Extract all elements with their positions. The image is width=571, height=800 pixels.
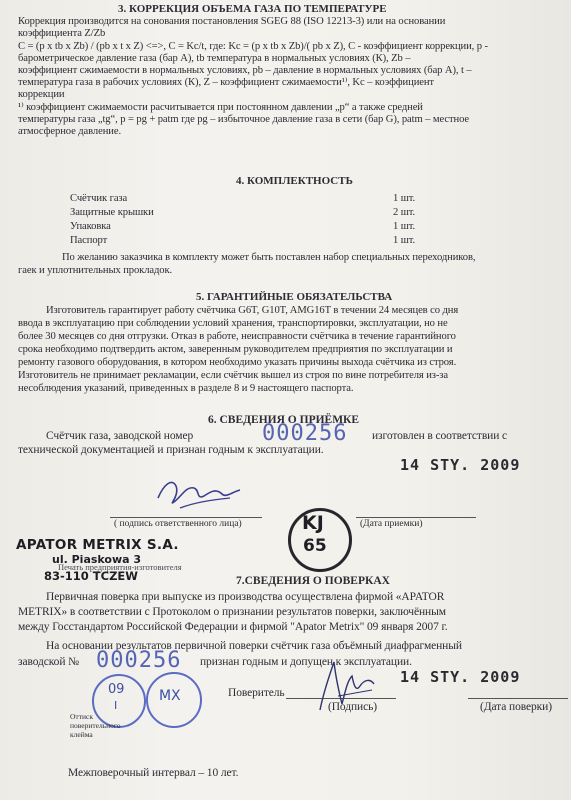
section3-line: барометрическое давление газа (бар А), tb температура в нормальных условиях (К), Zb – xyxy=(18,53,411,64)
stamp-mx-text: MX xyxy=(159,688,181,704)
serial-number-handwritten: 000256 xyxy=(96,648,182,673)
warranty-line: Изготовитель не принимает рекламации, если счётчик вышел из строя по вине потребителя из-за xyxy=(18,370,448,381)
section3-line: коэффициент сжимаемости в нормальных условиях, pb – давление в нормальных условиях (бар А), t – xyxy=(18,65,472,76)
kit-item-qty: 2 шт. xyxy=(393,207,416,218)
kit-item-name: Защитные крышки xyxy=(70,207,154,218)
signature-line xyxy=(110,517,262,518)
serial-number-handwritten: 000256 xyxy=(262,421,348,446)
verification-line: между Госстандартом Российской Федерации и фирмой "Apator Metrix" 09 января 2007 г. xyxy=(18,621,448,633)
verification-date-stamp: 14 STY. 2009 xyxy=(400,668,521,686)
verification-line: METRIX» в соответствии с Протоколом о признании результатов поверки, заключённым xyxy=(18,606,446,618)
section3-line: температуры газа „tg“, p = pg + patm где pg – избыточное давление газа в сети (бар G), patm – местное xyxy=(18,114,470,125)
warranty-line: ввода в эксплуатацию при соблюдении условий хранения, транспортировки, эксплуатации, но не xyxy=(18,318,448,329)
kit-item-qty: 1 шт. xyxy=(393,221,416,232)
kit-item-name: Паспорт xyxy=(70,235,108,246)
section3-line: коэффициента Z/Zb xyxy=(18,28,106,39)
section3-heading: 3. КОРРЕКЦИЯ ОБЪЕМА ГАЗА ПО ТЕМПЕРАТУРЕ xyxy=(118,3,387,15)
kit-item-name: Счётчик газа xyxy=(70,193,128,204)
manufacturer-stamp-line2: ul. Piaskowa 3 xyxy=(52,553,142,566)
date-caption: (Дата поверки) xyxy=(480,701,552,713)
imprint-caption: Оттиск поверительного клейма xyxy=(70,712,121,739)
section3-line: C = (p x tb x Zb) / (pb x t x Z) <=>, C = Kc/t, где: Kc = (p x tb x Zb)/( pb x Z), C - коэффициент коррекции, p - xyxy=(18,41,488,52)
kit-note-line: По желанию заказчика в комплекту может быть поставлен набор специальных переходников, xyxy=(62,252,476,263)
manufacturer-stamp-line1: APATOR METRIX S.A. xyxy=(16,537,179,553)
acceptance-text: Счётчик газа, заводской номер xyxy=(46,430,194,442)
acceptance-text: технической документацией и признан годным к эксплуатации. xyxy=(18,444,324,456)
section4-heading: 4. КОМПЛЕКТНОСТЬ xyxy=(236,175,353,187)
date-caption: (Дата приемки) xyxy=(360,519,423,529)
kit-item-qty: 1 шт. xyxy=(393,193,416,204)
section5-heading: 5. ГАРАНТИЙНЫЕ ОБЯЗАТЕЛЬСТВА xyxy=(196,291,393,303)
warranty-line: срока необходимо подтвердить актом, заверенным руководителем предприятия по эксплуатации и xyxy=(18,344,453,355)
kit-note-line: гаек и уплотнительных прокладок. xyxy=(18,265,173,276)
kj-stamp-top: KJ xyxy=(302,512,324,534)
sign-caption: (Подпись) xyxy=(328,701,377,713)
section3-line: коррекции xyxy=(18,89,65,100)
section3-line: Коррекция производится на сонования постановления SGEG 88 (ISO 12213-3) или на основании xyxy=(18,16,446,27)
acceptance-signature xyxy=(150,462,250,522)
verification-line: заводской № xyxy=(18,656,80,668)
verification-interval: Межповерочный интервал – 10 лет. xyxy=(68,767,239,779)
warranty-line: Изготовитель гарантирует работу счётчика G6T, G10T, AMG16T в течении 24 месяцев со дня xyxy=(46,305,459,316)
verification-line: На основании результатов первичной поверки счётчик газа объёмный диафрагменный xyxy=(46,640,462,652)
section6-heading: 6. СВЕДЕНИЯ О ПРИЁМКЕ xyxy=(208,414,360,426)
stamp-caption: Печать предприятия-изготовителя xyxy=(58,562,182,572)
kit-item-name: Упаковка xyxy=(70,221,111,232)
kit-item-qty: 1 шт. xyxy=(393,235,416,246)
warranty-line: несоблюдения указаний, приведенных в разделе 8 и 9 настоящего паспорта. xyxy=(18,383,354,394)
section3-line: атмосферное давление. xyxy=(18,126,121,137)
date-line xyxy=(356,517,476,518)
verification-line: признан годным и допущен к эксплуатации. xyxy=(200,656,412,668)
section3-line: температура газа в рабочих условиях (К), Z – коэффициент сжимаемости¹⁾, Kc – коэффициент xyxy=(18,77,434,88)
manufacturer-stamp-line3: 83-110 TCZEW xyxy=(44,569,138,583)
warranty-line: более 30 месяцев со дня отгрузки. Отказ в работе, неисправности счётчика в течение гарантийного xyxy=(18,331,456,342)
signature-caption: ( подпись ответственного лица) xyxy=(114,519,242,529)
verifier-label: Поверитель xyxy=(228,687,285,699)
warranty-line: ремонту газового оборудования, в котором необходимо указать причины выхода счётчика из строя. xyxy=(18,357,457,368)
acceptance-date-stamp: 14 STY. 2009 xyxy=(400,456,521,474)
acceptance-text: изготовлен в соответствии с xyxy=(372,430,508,442)
stamp-09-bottom: I xyxy=(114,699,118,712)
verification-date-line xyxy=(468,698,568,699)
kj-stamp-bottom: 65 xyxy=(303,536,327,556)
verification-line: Первичная поверка при выпуске из производства осуществлена фирмой «APATOR xyxy=(46,591,445,603)
section3-line: ¹⁾ коэффициент сжимаемости расчитывается при постоянном давлении „p“ а также средней xyxy=(18,102,423,113)
section7-heading: 7.СВЕДЕНИЯ О ПОВЕРКАХ xyxy=(236,575,390,587)
stamp-09-top: 09 xyxy=(108,682,125,697)
